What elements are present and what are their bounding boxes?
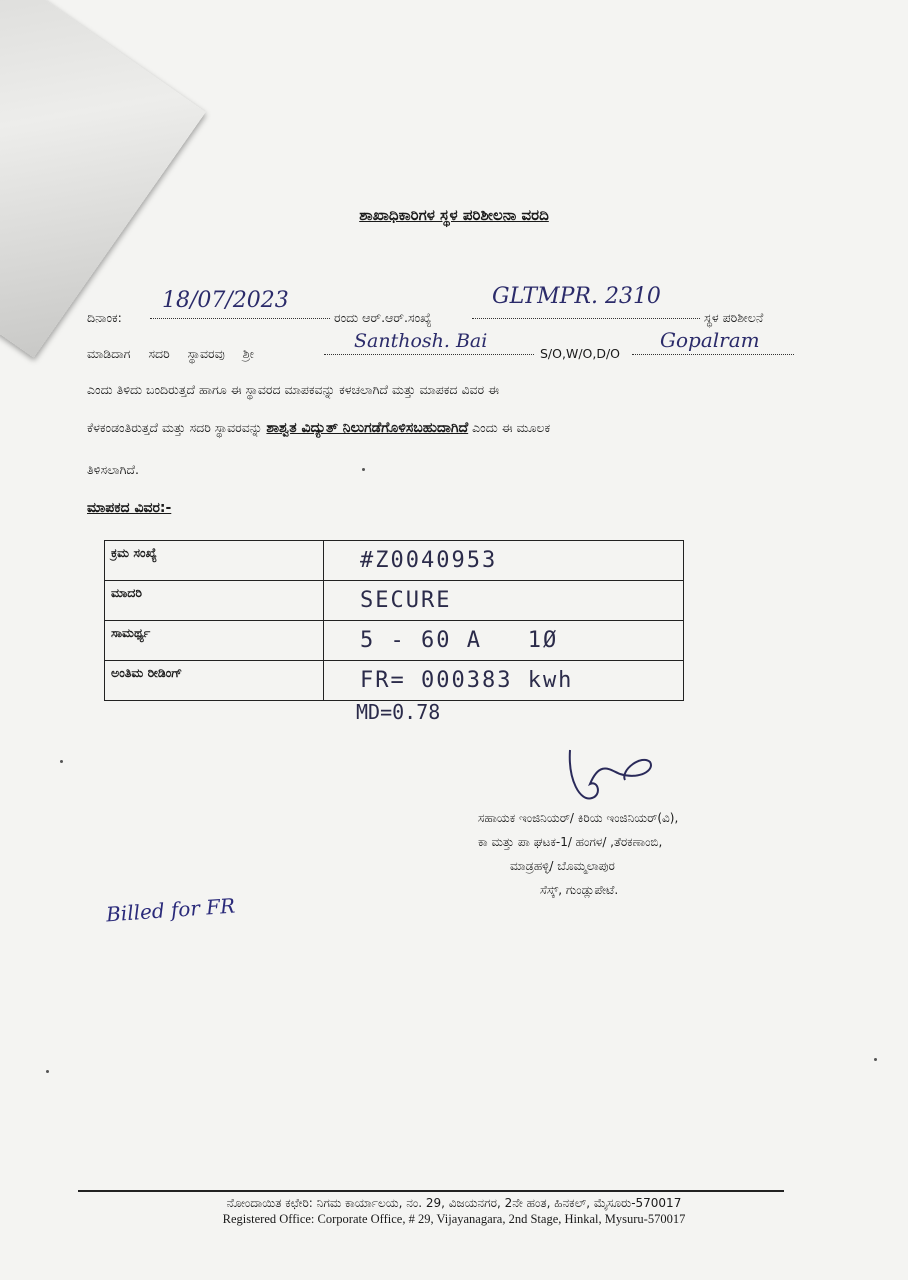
date-value: 18/07/2023 [162, 288, 289, 313]
table-row [105, 541, 684, 581]
site-check-text: ಸ್ಥಳ ಪರಿಶೀಲನೆ [704, 310, 764, 325]
rr-dots [472, 318, 700, 319]
line5-text: ತಿಳಿಸಲಾಗಿದೆ. [87, 462, 139, 477]
signatory-line-3: ಮಾಡ್ರಹಳ್ಳಿ/ ಬೊಮ್ಮಲಾಪುರ [510, 859, 615, 873]
disconnect-statement: ಶಾಶ್ವತ ವಿದ್ಯುತ್ ನಿಲುಗಡೆಗೊಳಿಸಬಹುದಾಗಿದೆ [266, 420, 469, 436]
table-row [105, 581, 684, 621]
footer-english: Registered Office: Corporate Office, # 29, Vijayanagara, 2nd Stage, Hinkal, Mysuru-570017 [222, 1212, 686, 1226]
line4-end: ಎಂದು ಈ ಮೂಲಕ [472, 420, 551, 435]
signatory-line-2: ಕಾ ಮತ್ತು ಪಾ ಘಟಕ-1/ ಹಂಗಳ/ ,ತೆರಕಣಾಂಬಿ, [478, 835, 663, 849]
serial-value: #Z0040953 [324, 541, 684, 581]
capacity-value: 5 - 60 A 1Ø [324, 621, 684, 661]
name-dots [324, 354, 534, 355]
speck [874, 1058, 877, 1061]
rr-label: ರಂದು ಆರ್.ಆರ್.ಸಂಖ್ಯೆ [334, 310, 432, 325]
md-value: MD=0.78 [356, 700, 441, 724]
date-dots [150, 318, 330, 319]
line3-text: ಎಂದು ತಿಳಿದು ಬಂದಿರುತ್ತದೆ ಹಾಗೂ ಈ ಸ್ಥಾವರದ ಮಾಪಕವನ್ನು ಕಳಚಲಾಗಿದೆ ಮತ್ತು ಮಾಪಕದ ವಿವರ ಈ [87, 382, 499, 397]
line4-start: ಕೆಳಕಂಡಂತಿರುತ್ತದೆ ಮತ್ತು ಸದರಿ ಸ್ಥಾವರವನ್ನು [87, 420, 263, 435]
relation-dots [632, 354, 794, 355]
document-title: ಶಾಖಾಧಿಕಾರಿಗಳ ಸ್ಥಳ ಪರಿಶೀಲನಾ ವರದಿ [359, 206, 549, 224]
owner-name: Santhosh. Bai [354, 330, 488, 352]
meter-details-table [104, 540, 684, 701]
model-label: ಮಾದರಿ [105, 581, 324, 621]
footer-kannada: ನೋಂದಾಯಿತ ಕಛೇರಿ: ನಿಗಮ ಕಾರ್ಯಾಲಯ, ನಂ. 29, ವಿಜಯನಗರ, 2ನೇ ಹಂತ, ಹಿನಕಲ್, ಮೈಸೂರು-570017 [226, 1196, 682, 1210]
signatory-line-4: ಸೆಸ್ಕ್, ಗುಂಡ್ಲುಪೇಟೆ. [540, 883, 619, 897]
line4-text [87, 420, 550, 436]
relation-name: Gopalram [660, 328, 760, 352]
speck [362, 468, 365, 471]
signatory-line-1: ಸಹಾಯಕ ಇಂಜಿನಿಯರ್/ ಕಿರಿಯ ಇಂಜಿನಿಯರ್(ವಿ), [478, 811, 679, 825]
serial-label: ಕ್ರಮ ಸಂಖ್ಯೆ [105, 541, 324, 581]
final-reading-label: ಅಂತಿಮ ರೀಡಿಂಗ್ [105, 661, 324, 701]
speck [60, 760, 63, 763]
relation-label: S/O,W/O,D/O [540, 346, 621, 361]
speck [46, 1070, 49, 1073]
line2-text: ಮಾಡಿದಾಗ ಸದರಿ ಸ್ಥಾವರವು ಶ್ರೀ [87, 346, 254, 361]
model-value: SECURE [324, 581, 684, 621]
signature [540, 740, 670, 810]
final-reading-value: FR= 000383 kwh [324, 661, 684, 701]
meter-details-heading: ಮಾಪಕದ ವಿವರ:- [87, 500, 172, 516]
capacity-label: ಸಾಮರ್ಥ್ಯ [105, 621, 324, 661]
billed-note: Billed for FR [105, 893, 236, 927]
rr-value: GLTMPR. 2310 [492, 284, 661, 309]
signatory-block [478, 806, 678, 902]
table-row [105, 621, 684, 661]
date-label: ದಿನಾಂಕ: [87, 310, 122, 325]
footer-divider [78, 1190, 784, 1192]
table-row [105, 661, 684, 701]
